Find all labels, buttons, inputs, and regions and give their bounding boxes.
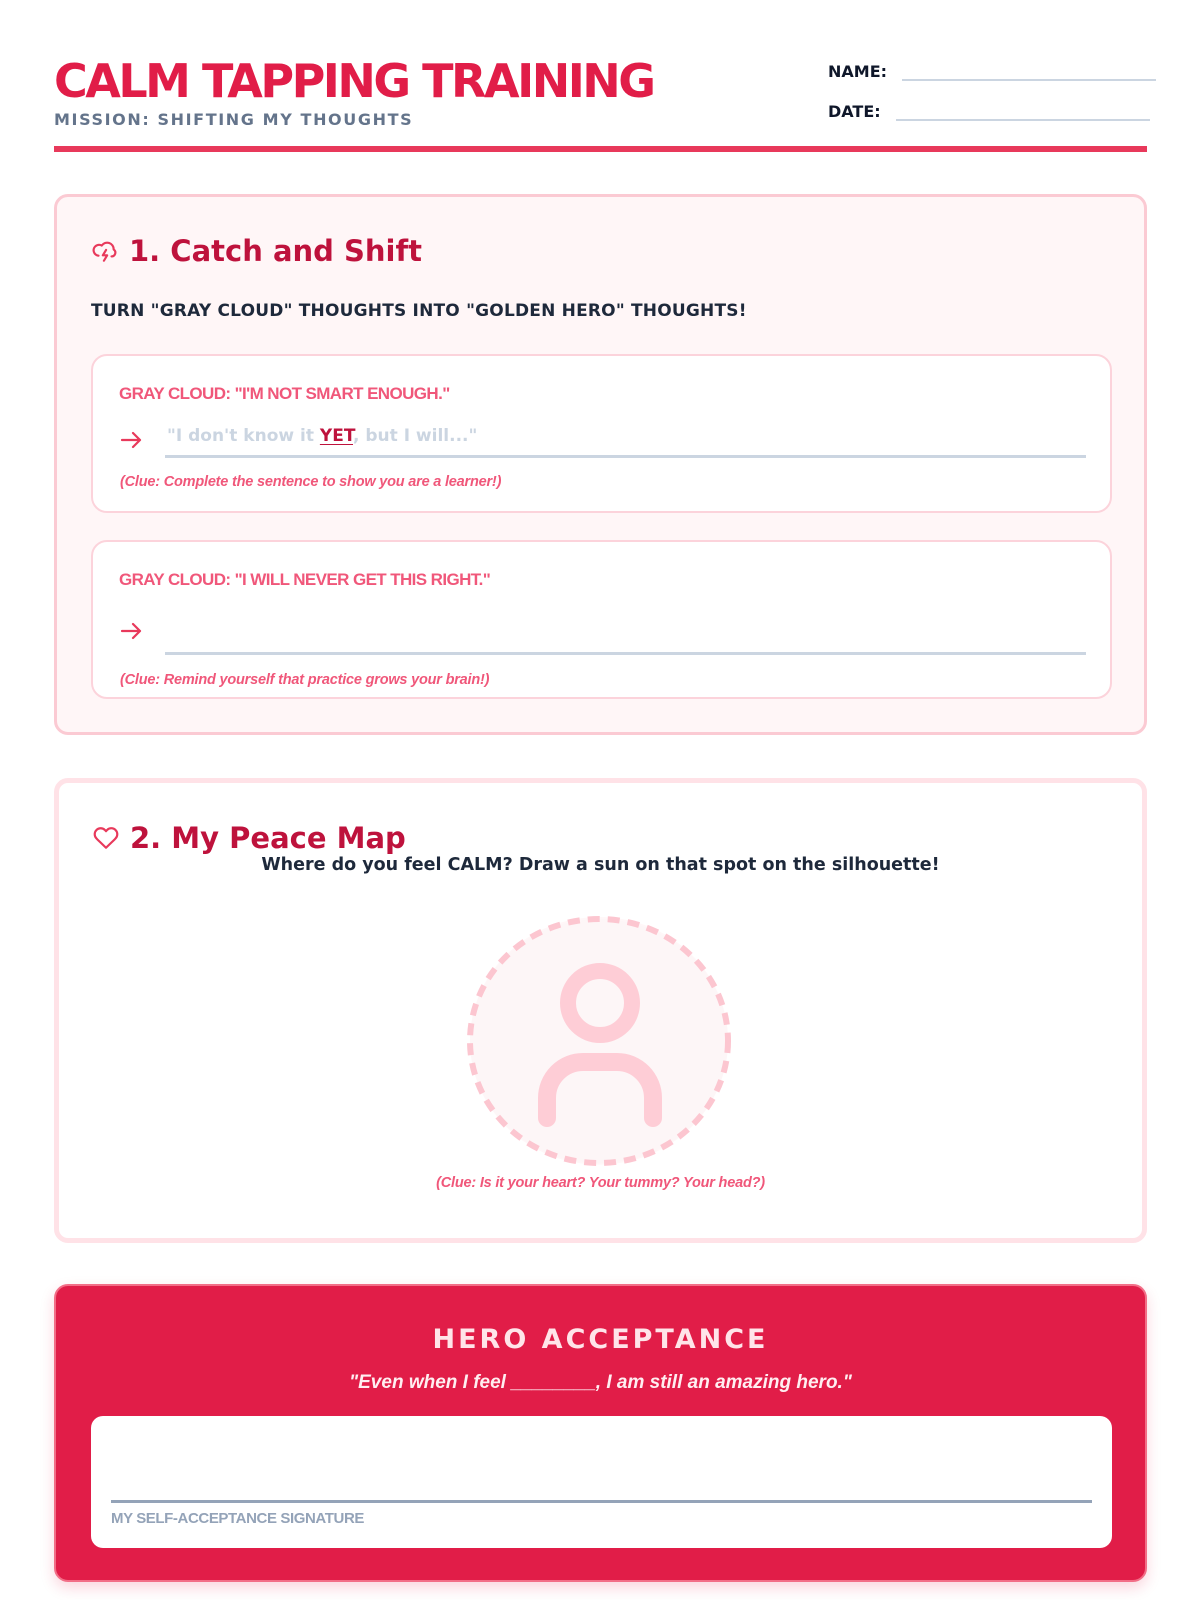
- person-silhouette-icon[interactable]: [467, 916, 731, 1166]
- arrow-right-icon: [119, 430, 145, 450]
- prompt-clue: (Clue: Remind yourself that practice grows your brain!): [120, 672, 490, 688]
- peace-map-clue: (Clue: Is it your heart? Your tummy? Your head?): [436, 1175, 765, 1191]
- date-label: DATE:: [828, 102, 881, 121]
- hero-acceptance-section: [54, 1284, 1147, 1582]
- answer-line[interactable]: [165, 652, 1086, 655]
- worksheet-header: [54, 48, 1147, 154]
- signature-box[interactable]: [91, 1416, 1112, 1548]
- section-1-instruction: TURN "GRAY CLOUD" THOUGHTS INTO "GOLDEN HERO" THOUGHTS!: [91, 301, 747, 321]
- worksheet-subtitle: MISSION: SHIFTING MY THOUGHTS: [54, 110, 414, 129]
- thought-prompt-card: [91, 354, 1112, 513]
- sentence-starter[interactable]: [167, 426, 477, 446]
- date-field[interactable]: [896, 119, 1150, 121]
- catch-and-shift-section: [54, 194, 1147, 735]
- cloud-lightning-icon: [91, 237, 119, 265]
- signature-line: [111, 1500, 1092, 1503]
- gray-cloud-thought: GRAY CLOUD: "I WILL NEVER GET THIS RIGHT.": [119, 570, 491, 589]
- answer-line: [165, 455, 1086, 458]
- name-label: NAME:: [828, 62, 888, 81]
- starter-highlight: YET: [319, 426, 353, 446]
- gray-cloud-thought: GRAY CLOUD: "I'M NOT SMART ENOUGH.": [119, 384, 450, 403]
- hero-acceptance-title: HERO ACCEPTANCE: [432, 1324, 769, 1355]
- section-1-heading: [91, 234, 422, 268]
- starter-text-before: "I don't know it: [167, 426, 320, 446]
- prompt-clue: (Clue: Complete the sentence to show you are a learner!): [120, 474, 502, 490]
- section-2-instruction: Where do you feel CALM? Draw a sun on that spot on the silhouette!: [261, 855, 940, 875]
- thought-prompt-card: [91, 540, 1112, 699]
- section-2-heading: [92, 821, 406, 855]
- header-divider: [54, 146, 1147, 152]
- name-field-row: [828, 62, 1156, 81]
- date-field-row: [828, 102, 1150, 121]
- peace-map-section: [54, 778, 1147, 1243]
- arrow-right-icon: [119, 621, 145, 641]
- name-field[interactable]: [902, 79, 1156, 81]
- worksheet-title: CALM TAPPING TRAINING: [54, 54, 654, 108]
- section-1-title: 1. Catch and Shift: [129, 234, 422, 268]
- signature-label: MY SELF-ACCEPTANCE SIGNATURE: [111, 1510, 364, 1527]
- hero-quote: "Even when I feel ________, I am still an amazing hero.": [349, 1372, 852, 1393]
- starter-text-after: , but I will...": [353, 426, 478, 446]
- heart-icon: [92, 824, 120, 852]
- section-2-title: 2. My Peace Map: [130, 821, 406, 855]
